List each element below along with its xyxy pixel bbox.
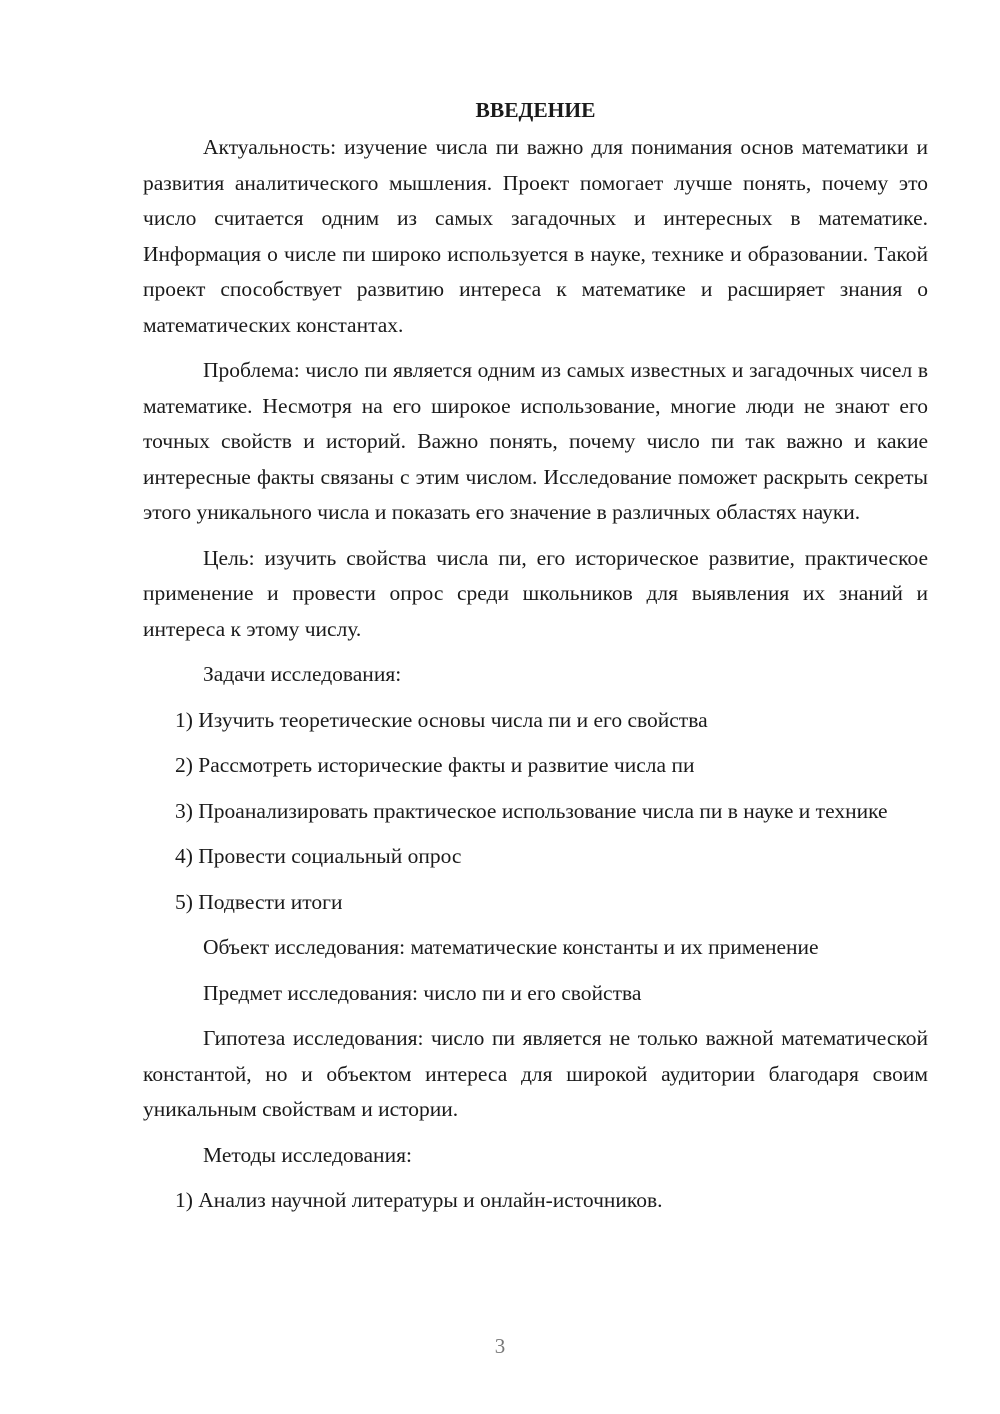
task-item-1: 1) Изучить теоретические основы числа пи и его свойства — [175, 707, 708, 732]
research-object: Объект исследования: математические константы и их применение — [203, 935, 819, 959]
problem-paragraph: Проблема: число пи является одним из самых известных и загадочных чисел в математике. Несмотря на его широкое использование, многие люди не знают его точных свойств и историй. Важно понять, почему число пи так важно и какие интересные факты связаны с этим числом. Исследование поможет раскрыть секреты этого уникального числа и показать его значение в различных областях науки. — [143, 358, 928, 524]
relevance-paragraph: Актуальность: изучение числа пи важно для понимания основ математики и развития аналитического мышления. Проект помогает лучше понять, почему это число считается одним из самых загадочных и интересных в математике. Информация о числе пи широко используется в науке, технике и образовании. Такой проект способствует развитию интереса к математике и расширяет знания о математических константах. — [143, 135, 928, 337]
research-subject: Предмет исследования: число пи и его свойства — [203, 980, 642, 1005]
tasks-heading: Задачи исследования: — [203, 662, 402, 686]
document-page — [143, 92, 928, 1229]
methods-heading: Методы исследования: — [203, 1142, 412, 1167]
task-item-2: 2) Рассмотреть исторические факты и развитие числа пи — [175, 753, 695, 777]
task-item-5: 5) Подвести итоги — [175, 889, 343, 914]
page-number: 3 — [494, 1334, 506, 1358]
task-item-4: 4) Провести социальный опрос — [175, 844, 462, 868]
section-title: ВВЕДЕНИЕ — [475, 98, 596, 122]
goal-paragraph: Цель: изучить свойства числа пи, его историческое развитие, практическое применение и провести опрос среди школьников для выявления их знаний и интереса к этому числу. — [143, 545, 928, 641]
hypothesis-paragraph: Гипотеза исследования: число пи является не только важной математической константой, но и объектом интереса для широкой аудитории благодаря своим уникальным свойствам и истории. — [143, 1026, 928, 1121]
task-item-3: 3) Проанализировать практическое использование числа пи в науке и технике — [175, 798, 888, 823]
method-item-1: 1) Анализ научной литературы и онлайн-источников. — [175, 1188, 663, 1212]
